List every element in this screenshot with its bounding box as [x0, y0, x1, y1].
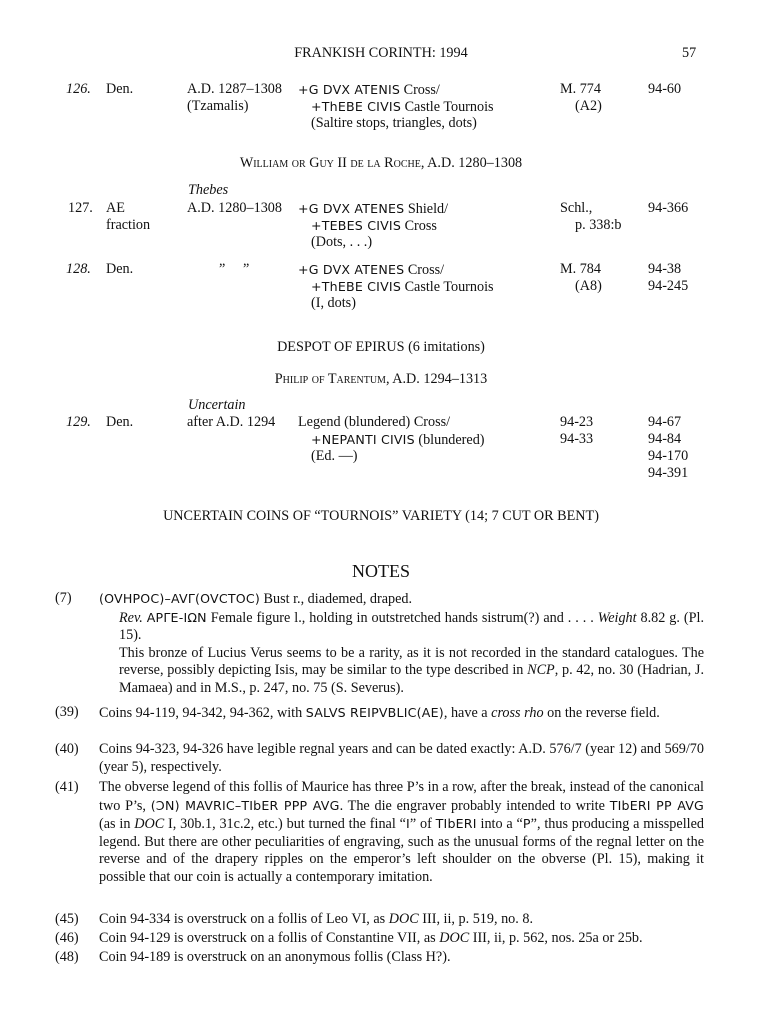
- inventory-number: 94-38: [648, 261, 682, 277]
- denomination: Den.: [106, 261, 134, 277]
- reference: 94-33: [560, 431, 594, 447]
- reverse-legend: +TEBES CIVIS: [311, 218, 402, 233]
- ruler-heading: William or Guy II de la Roche, A.D. 1280–1308: [239, 155, 523, 171]
- date-ditto: ” ”: [219, 261, 250, 277]
- reverse-legend: +ThEBE CIVIS: [311, 99, 402, 114]
- running-header: [0, 45, 762, 62]
- note-body: Coins 94-119, 94-342, 94-362, with SALVS REIPVBLIC(AE), have a cross rho on the reverse field.: [99, 705, 660, 721]
- mint-label: Thebes: [188, 182, 229, 198]
- obverse-legend: +G DVX ATENES: [298, 201, 405, 216]
- reference-sub: (A8): [575, 278, 602, 294]
- section-heading: UNCERTAIN COINS OF “TOURNOIS” VARIETY (14; 7 CUT OR BENT): [163, 508, 599, 524]
- denomination: AE: [106, 200, 125, 216]
- inventory-number: 94-366: [648, 200, 689, 216]
- reverse-type: Castle Tournois: [404, 279, 494, 295]
- reference-sub: (A2): [575, 98, 602, 114]
- note-number: (39): [55, 704, 79, 720]
- reverse-line: [311, 431, 485, 449]
- section-heading: DESPOT OF EPIRUS (6 imitations): [277, 339, 485, 355]
- obverse-line: [298, 414, 450, 431]
- header-title: FRANKISH CORINTH: 1994: [294, 45, 468, 61]
- obverse-type: Cross/: [407, 262, 445, 278]
- inventory-number: 94-170: [648, 448, 689, 464]
- page-number: 57: [682, 45, 697, 61]
- ruler-name: (Tzamalis): [187, 98, 249, 114]
- note-body: The obverse legend of this follis of Maurice has three P’s in a row, after the break, instead of the canonical two P’s, (ƆN) MAVRIC–TIbER PPP AVG. The die engraver probably intended to write TIbERI PP AVG (as in DOC I, 30b.1, 31c.2, etc.) but turned the final “I” of TIbERI into a “P”, thus producing a misspelled legend. But there are other peculiarities of engraving, such as the unusual forms of the regnal letter on the reverse and of the drapery ripples on the emperor’s left shoulder on the obverse (Pl. 15), making it possible that our coin is actually a contemporary imitation.: [99, 779, 704, 885]
- obverse-legend: +G DVX ATENIS: [298, 82, 401, 97]
- note-body: Coin 94-334 is overstruck on a follis of Leo VI, as DOC III, ii, p. 519, no. 8.: [99, 911, 533, 927]
- obverse-line: [298, 261, 444, 279]
- obverse-type: Shield/: [407, 201, 449, 217]
- date: A.D. 1280–1308: [187, 200, 282, 216]
- reverse-line: [311, 278, 494, 296]
- notes-heading: NOTES: [352, 561, 410, 581]
- note-body: Coin 94-129 is overstruck on a follis of Constantine VII, as DOC III, ii, p. 562, nos. 25a or 25b.: [99, 930, 643, 946]
- obverse-line: [298, 81, 440, 99]
- denomination: Den.: [106, 414, 134, 430]
- ruler-heading: Philip of Tarentum, A.D. 1294–1313: [274, 371, 488, 387]
- obverse-legend: Legend (blundered): [298, 414, 411, 430]
- note-obverse: (OVHPOC)–AVΓ(OVCTOC) Bust r., diademed, draped.: [99, 591, 413, 607]
- catalog-number: 127.: [68, 200, 93, 216]
- note-number: (41): [55, 779, 79, 795]
- note-number: (40): [55, 741, 79, 757]
- note-number: (7): [55, 590, 72, 606]
- reference-sub: p. 338:b: [575, 217, 622, 233]
- denomination-sub: fraction: [106, 217, 151, 233]
- reverse-legend: ΑΡΓΕ-ΙΩΝ: [146, 609, 207, 625]
- obverse-legend: +G DVX ATENES: [298, 262, 405, 277]
- obverse-legend: (OVHPOC)–AVΓ(OVCTOC): [99, 591, 260, 606]
- note-body: Coin 94-189 is overstruck on an anonymous follis (Class H?).: [99, 949, 451, 965]
- reverse-type: (blundered): [418, 432, 485, 448]
- reference: Schl.,: [560, 200, 593, 216]
- reference: M. 774: [560, 81, 601, 97]
- note-reverse: Rev. ΑΡΓΕ-ΙΩΝ Female figure l., holding in outstretched hands sistrum(?) and . . . . Weight 8.82 g. (Pl. 15).: [119, 609, 704, 643]
- mint-label: Uncertain: [188, 397, 246, 413]
- reverse-legend: +ThEBE CIVIS: [311, 279, 402, 294]
- type-notes: (Dots, . . .): [311, 234, 373, 250]
- obverse-type: Cross/: [413, 414, 451, 430]
- reverse-line: [311, 217, 437, 235]
- note-body: [99, 590, 704, 697]
- note-body: Coins 94-323, 94-326 have legible regnal years and can be dated exactly: A.D. 576/7 (year 12) and 569/70 (year 5), respectively.: [99, 741, 704, 775]
- inventory-number: 94-60: [648, 81, 682, 97]
- inventory-number: 94-245: [648, 278, 689, 294]
- catalog-number: 128.: [66, 261, 91, 277]
- type-notes: (I, dots): [311, 295, 356, 311]
- reverse-legend: +NEPANTI CIVIS: [311, 432, 415, 447]
- date: A.D. 1287–1308: [187, 81, 282, 97]
- note-number: (46): [55, 930, 79, 946]
- reverse-type: Cross: [404, 218, 437, 234]
- note-number: (45): [55, 911, 79, 927]
- note-number: (48): [55, 949, 79, 965]
- reference: 94-23: [560, 414, 594, 430]
- catalog-number: 126.: [66, 81, 91, 97]
- catalog-number: 129.: [66, 414, 91, 430]
- type-notes: (Ed. —): [311, 448, 358, 464]
- obverse-type: Cross/: [403, 82, 440, 98]
- note-paragraph: This bronze of Lucius Verus seems to be a rarity, as it is not recorded in the standard catalogues. The reverse, possibly depicting Isis, may be similar to the type described in NCP, p. 42, no. 30 (Hadrian, J. Mamaea) and in M.S., p. 247, no. 75 (S. Severus).: [119, 644, 704, 696]
- inventory-number: 94-84: [648, 431, 682, 447]
- reference: M. 784: [560, 261, 601, 277]
- reverse-line: [311, 98, 494, 116]
- inventory-number: 94-67: [648, 414, 682, 430]
- reverse-type: Castle Tournois: [404, 99, 494, 115]
- date: after A.D. 1294: [187, 414, 276, 430]
- obverse-line: [298, 200, 448, 218]
- type-notes: (Saltire stops, triangles, dots): [311, 115, 477, 131]
- denomination: Den.: [106, 81, 134, 97]
- inventory-number: 94-391: [648, 465, 689, 481]
